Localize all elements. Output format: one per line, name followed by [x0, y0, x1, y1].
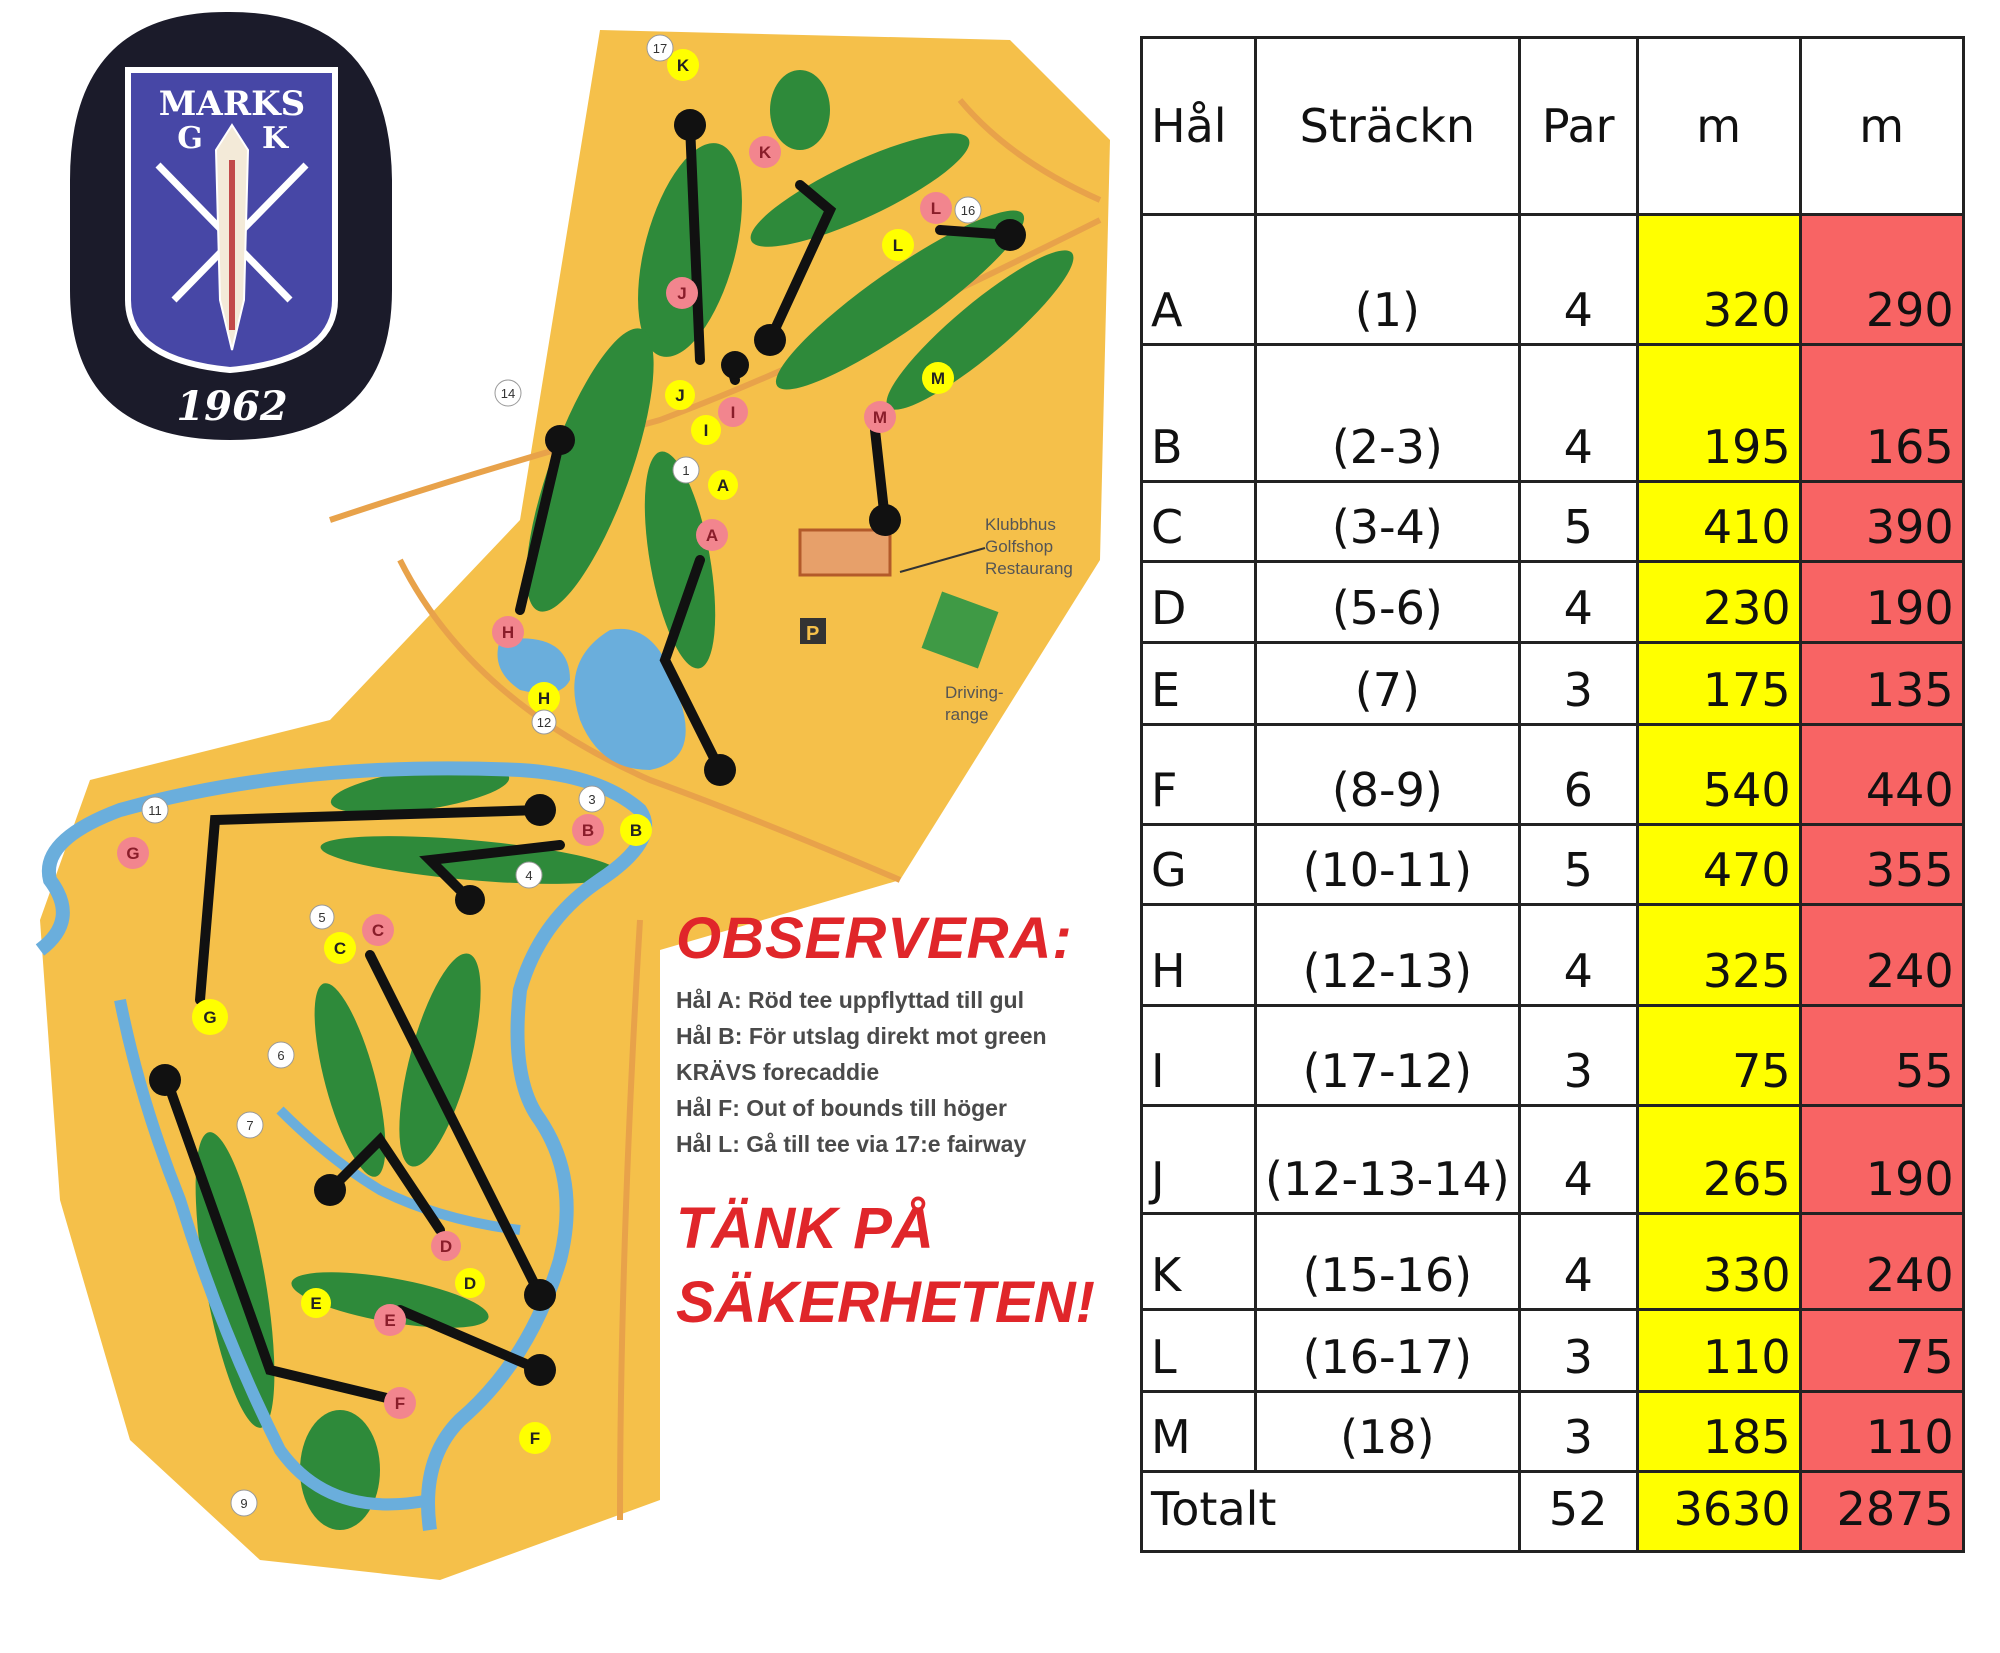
- svg-text:G: G: [203, 1008, 217, 1027]
- table-row: [1142, 562, 1964, 643]
- svg-text:5: 5: [318, 910, 326, 925]
- header-par: Par: [1519, 38, 1637, 215]
- header-section: Sträckn: [1256, 38, 1520, 215]
- hole-cell: M: [1142, 1392, 1256, 1472]
- hole-cell: L: [1142, 1310, 1256, 1392]
- total-yellow-meters: 3630: [1637, 1472, 1800, 1552]
- svg-text:12: 12: [536, 715, 552, 730]
- par-cell: 4: [1519, 215, 1637, 345]
- svg-text:G: G: [126, 844, 140, 863]
- table-row: [1142, 1006, 1964, 1106]
- notice-footer-line2: SÄKERHETEN!: [676, 1270, 1095, 1335]
- svg-text:14: 14: [500, 386, 516, 401]
- par-cell: 4: [1519, 562, 1637, 643]
- parking-symbol: P: [806, 623, 820, 645]
- svg-text:A: A: [705, 526, 719, 545]
- svg-text:C: C: [371, 921, 385, 940]
- yellow-meters-cell: 320: [1637, 215, 1800, 345]
- scorecard-table: [1140, 36, 1965, 1553]
- table-row: [1142, 215, 1964, 345]
- section-cell: (10-11): [1256, 825, 1520, 905]
- notice-footer-line1: TÄNK PÅ: [676, 1196, 934, 1261]
- par-cell: 6: [1519, 725, 1637, 825]
- section-cell: (12-13-14): [1256, 1106, 1520, 1214]
- par-cell: 5: [1519, 825, 1637, 905]
- svg-text:M: M: [872, 408, 888, 427]
- svg-text:F: F: [529, 1429, 541, 1448]
- yellow-meters-cell: 540: [1637, 725, 1800, 825]
- hole-cell: D: [1142, 562, 1256, 643]
- total-label: Totalt: [1142, 1472, 1520, 1552]
- header-yellow-meters: m: [1637, 38, 1800, 215]
- yellow-meters-cell: 470: [1637, 825, 1800, 905]
- red-meters-cell: 290: [1800, 215, 1963, 345]
- red-meters-cell: 355: [1800, 825, 1963, 905]
- section-cell: (8-9): [1256, 725, 1520, 825]
- table-row: [1142, 1392, 1964, 1472]
- scorecard-header-row: [1142, 38, 1964, 215]
- logo-left-letter: G: [177, 121, 203, 156]
- table-row: [1142, 1310, 1964, 1392]
- hole-cell: G: [1142, 825, 1256, 905]
- svg-text:L: L: [892, 236, 904, 255]
- svg-text:4: 4: [525, 868, 533, 883]
- svg-text:K: K: [676, 56, 690, 75]
- clubhouse: [800, 530, 890, 575]
- section-cell: (16-17): [1256, 1310, 1520, 1392]
- notice-line: Hål B: För utslag direkt mot green: [676, 1023, 1047, 1049]
- logo-top-text: MARKS: [158, 84, 306, 124]
- notice-line: KRÄVS forecaddie: [676, 1059, 880, 1085]
- hole-cell: A: [1142, 215, 1256, 345]
- par-cell: 4: [1519, 1106, 1637, 1214]
- yellow-meters-cell: 230: [1637, 562, 1800, 643]
- svg-text:L: L: [930, 199, 942, 218]
- yellow-meters-cell: 175: [1637, 643, 1800, 725]
- svg-text:17: 17: [652, 41, 668, 56]
- red-meters-cell: 440: [1800, 725, 1963, 825]
- table-row: [1142, 905, 1964, 1006]
- red-meters-cell: 135: [1800, 643, 1963, 725]
- red-meters-cell: 110: [1800, 1392, 1963, 1472]
- table-row: [1142, 825, 1964, 905]
- notice-footer: [676, 1192, 1146, 1340]
- hole-cell: I: [1142, 1006, 1256, 1106]
- hole-cell: B: [1142, 345, 1256, 482]
- svg-text:3: 3: [588, 792, 596, 807]
- par-cell: 4: [1519, 345, 1637, 482]
- svg-text:1: 1: [682, 463, 690, 478]
- notice-line: Hål L: Gå till tee via 17:e fairway: [676, 1131, 1027, 1157]
- yellow-meters-cell: 325: [1637, 905, 1800, 1006]
- total-red-meters: 2875: [1800, 1472, 1963, 1552]
- yellow-meters-cell: 410: [1637, 482, 1800, 562]
- svg-text:9: 9: [240, 1496, 248, 1511]
- par-cell: 3: [1519, 643, 1637, 725]
- par-cell: 4: [1519, 1214, 1637, 1310]
- section-cell: (17-12): [1256, 1006, 1520, 1106]
- svg-text:16: 16: [960, 203, 976, 218]
- svg-text:6: 6: [277, 1048, 285, 1063]
- section-cell: (3-4): [1256, 482, 1520, 562]
- hole-cell: J: [1142, 1106, 1256, 1214]
- svg-text:K: K: [758, 143, 772, 162]
- total-par: 52: [1519, 1472, 1637, 1552]
- total-row: [1142, 1472, 1964, 1552]
- table-row: [1142, 725, 1964, 825]
- svg-text:F: F: [394, 1394, 406, 1413]
- yellow-meters-cell: 110: [1637, 1310, 1800, 1392]
- hole-cell: F: [1142, 725, 1256, 825]
- par-cell: 3: [1519, 1392, 1637, 1472]
- svg-text:D: D: [439, 1237, 453, 1256]
- hole-cell: K: [1142, 1214, 1256, 1310]
- table-row: [1142, 643, 1964, 725]
- yellow-meters-cell: 265: [1637, 1106, 1800, 1214]
- table-row: [1142, 345, 1964, 482]
- hole-cell: E: [1142, 643, 1256, 725]
- par-cell: 3: [1519, 1310, 1637, 1392]
- svg-text:7: 7: [246, 1118, 254, 1133]
- svg-text:E: E: [310, 1294, 322, 1313]
- section-cell: (5-6): [1256, 562, 1520, 643]
- svg-text:B: B: [581, 821, 595, 840]
- svg-text:E: E: [384, 1311, 396, 1330]
- red-meters-cell: 190: [1800, 1106, 1963, 1214]
- notice-title: OBSERVERA:: [676, 906, 1073, 971]
- svg-text:J: J: [675, 386, 685, 405]
- header-red-meters: m: [1800, 38, 1963, 215]
- yellow-meters-cell: 185: [1637, 1392, 1800, 1472]
- par-cell: 3: [1519, 1006, 1637, 1106]
- section-cell: (12-13): [1256, 905, 1520, 1006]
- yellow-meters-cell: 75: [1637, 1006, 1800, 1106]
- svg-text:J: J: [677, 284, 687, 303]
- section-cell: (1): [1256, 215, 1520, 345]
- hole-cell: H: [1142, 905, 1256, 1006]
- svg-text:H: H: [537, 689, 551, 708]
- yellow-meters-cell: 195: [1637, 345, 1800, 482]
- logo-right-letter: K: [261, 121, 289, 156]
- red-meters-cell: 190: [1800, 562, 1963, 643]
- header-hole: Hål: [1142, 38, 1256, 215]
- hole-cell: C: [1142, 482, 1256, 562]
- section-cell: (2-3): [1256, 345, 1520, 482]
- svg-text:H: H: [501, 623, 515, 642]
- svg-text:A: A: [716, 476, 730, 495]
- club-logo: [70, 12, 392, 440]
- notice-line: Hål F: Out of bounds till höger: [676, 1095, 1007, 1121]
- clubhouse-label: Klubbhus Golfshop Restaurang: [985, 515, 1073, 578]
- svg-text:C: C: [333, 939, 347, 958]
- red-meters-cell: 240: [1800, 1214, 1963, 1310]
- red-meters-cell: 390: [1800, 482, 1963, 562]
- red-meters-cell: 240: [1800, 905, 1963, 1006]
- svg-text:D: D: [463, 1274, 477, 1293]
- table-row: [1142, 482, 1964, 562]
- notice-line: Hål A: Röd tee uppflyttad till gul: [676, 987, 1024, 1013]
- red-meters-cell: 55: [1800, 1006, 1963, 1106]
- par-cell: 5: [1519, 482, 1637, 562]
- section-cell: (15-16): [1256, 1214, 1520, 1310]
- red-meters-cell: 75: [1800, 1310, 1963, 1392]
- svg-text:11: 11: [148, 803, 162, 818]
- table-row: [1142, 1214, 1964, 1310]
- section-cell: (7): [1256, 643, 1520, 725]
- svg-text:I: I: [703, 421, 709, 440]
- driving-range-label: Driving- range: [945, 683, 1004, 724]
- par-cell: 4: [1519, 905, 1637, 1006]
- red-meters-cell: 165: [1800, 345, 1963, 482]
- svg-text:B: B: [629, 821, 643, 840]
- notice: [676, 905, 1146, 1340]
- logo-year: 1962: [176, 383, 288, 430]
- svg-text:I: I: [730, 403, 736, 422]
- svg-text:M: M: [930, 369, 946, 388]
- yellow-meters-cell: 330: [1637, 1214, 1800, 1310]
- section-cell: (18): [1256, 1392, 1520, 1472]
- table-row: [1142, 1106, 1964, 1214]
